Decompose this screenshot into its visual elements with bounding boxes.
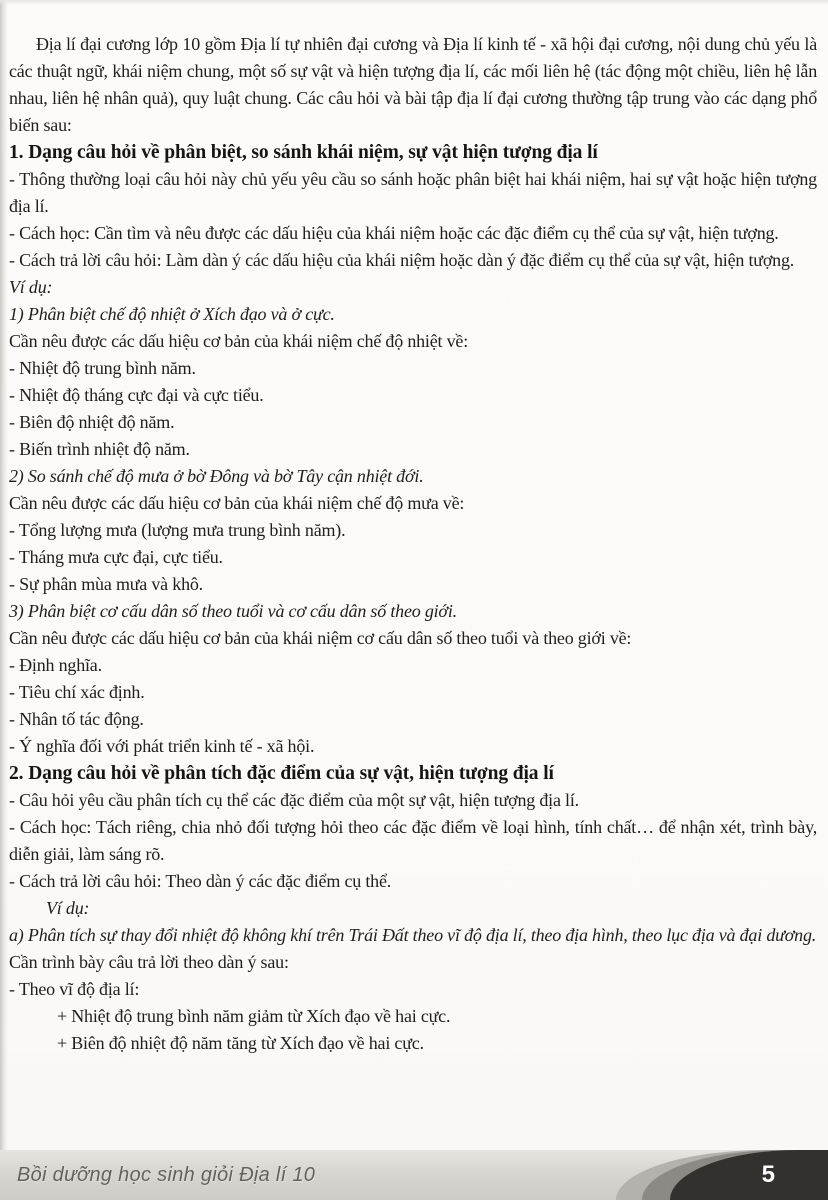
- paragraph-line: - Câu hỏi yêu cầu phân tích cụ thể các đặc điểm của một sự vật, hiện tượng địa lí.: [9, 790, 579, 810]
- paragraph-line: - Sự phân mùa mưa và khô.: [9, 574, 203, 594]
- scan-shadow-left-edge: [0, 0, 8, 1200]
- paragraph-line: Cần trình bày câu trả lời theo dàn ý sau:: [9, 952, 289, 972]
- sub-point-line: + Nhiệt độ trung bình năm giảm từ Xích đạo về hai cực.: [57, 1006, 451, 1026]
- paragraph-line: - Cách trả lời câu hỏi: Làm dàn ý các dấu hiệu của khái niệm hoặc dàn ý đặc điểm cụ thể của sự vật, hiện tượng.: [9, 250, 795, 270]
- paragraph-line: - Theo vĩ độ địa lí:: [9, 979, 140, 999]
- paragraph-line: - Thông thường loại câu hỏi này chủ yếu yêu cầu so sánh hoặc phân biệt hai khái niệm, hai sự vật hoặc hiện tượng địa lí.: [9, 169, 817, 216]
- paragraph-line: Cần nêu được các dấu hiệu cơ bản của khái niệm chế độ mưa về:: [9, 493, 465, 513]
- paragraph-line: - Cách trả lời câu hỏi: Theo dàn ý các đặc điểm cụ thể.: [9, 871, 392, 891]
- page-number: 5: [761, 1161, 776, 1188]
- example-label: Ví dụ:: [46, 898, 90, 918]
- paragraph-line: - Cách học: Cần tìm và nêu được các dấu hiệu của khái niệm hoặc các đặc điểm cụ thể của sự vật, hiện tượng.: [9, 223, 779, 243]
- paragraph-line: Cần nêu được các dấu hiệu cơ bản của khái niệm cơ cấu dân số theo tuổi và theo giới về:: [9, 628, 632, 648]
- scan-shadow-top-edge: [0, 0, 828, 5]
- paragraph-line: - Nhiệt độ trung bình năm.: [9, 358, 196, 378]
- section-heading: 1. Dạng câu hỏi về phân biệt, so sánh khái niệm, sự vật hiện tượng địa lí: [9, 142, 598, 163]
- section-heading: 2. Dạng câu hỏi về phân tích đặc điểm của sự vật, hiện tượng địa lí: [9, 763, 554, 784]
- paragraph-line: - Tháng mưa cực đại, cực tiểu.: [9, 547, 223, 567]
- example-line: 2) So sánh chế độ mưa ở bờ Đông và bờ Tây cận nhiệt đới.: [9, 466, 424, 486]
- example-line: 3) Phân biệt cơ cấu dân số theo tuổi và cơ cấu dân số theo giới.: [9, 601, 457, 621]
- page-body-text: [9, 31, 817, 1057]
- example-line: 1) Phân biệt chế độ nhiệt ở Xích đạo và ở cực.: [9, 304, 335, 324]
- intro-paragraph: Địa lí đại cương lớp 10 gồm Địa lí tự nhiên đại cương và Địa lí kinh tế - xã hội đại cương, nội dung chủ yếu là các thuật ngữ, khái niệm chung, một số sự vật và hiện tượng địa lí, các mối liên hệ (tác động một chiều, liên hệ lẫn nhau, liên hệ nhân quả), quy luật chung. Các câu hỏi và bài tập địa lí đại cương thường tập trung vào các dạng phổ biến sau:: [9, 34, 817, 135]
- paragraph-line: - Tiêu chí xác định.: [9, 682, 145, 702]
- paragraph-line: - Cách học: Tách riêng, chia nhỏ đối tượng hỏi theo các đặc điểm về loại hình, tính chất… để nhận xét, trình bày, diễn giải, làm sáng rõ.: [9, 817, 817, 864]
- paragraph-line: - Biến trình nhiệt độ năm.: [9, 439, 190, 459]
- sub-point-line: + Biên độ nhiệt độ năm tăng từ Xích đạo về hai cực.: [57, 1033, 424, 1053]
- page-footer: [0, 1150, 828, 1200]
- paragraph-line: - Ý nghĩa đối với phát triển kinh tế - xã hội.: [9, 736, 315, 756]
- paragraph-line: - Định nghĩa.: [9, 655, 102, 675]
- paragraph-line: - Nhiệt độ tháng cực đại và cực tiểu.: [9, 385, 264, 405]
- paragraph-line: - Tổng lượng mưa (lượng mưa trung bình năm).: [9, 520, 346, 540]
- paragraph-line: - Nhân tố tác động.: [9, 709, 144, 729]
- example-line: Ví dụ:: [9, 277, 53, 297]
- example-line: a) Phân tích sự thay đổi nhiệt độ không khí trên Trái Đất theo vĩ độ địa lí, theo địa hình, theo lục địa và đại dương.: [9, 925, 817, 945]
- paragraph-line: - Biên độ nhiệt độ năm.: [9, 412, 175, 432]
- paragraph-line: Cần nêu được các dấu hiệu cơ bản của khái niệm chế độ nhiệt về:: [9, 331, 469, 351]
- footer-book-title: Bồi dưỡng học sinh giỏi Địa lí 10: [17, 1164, 316, 1186]
